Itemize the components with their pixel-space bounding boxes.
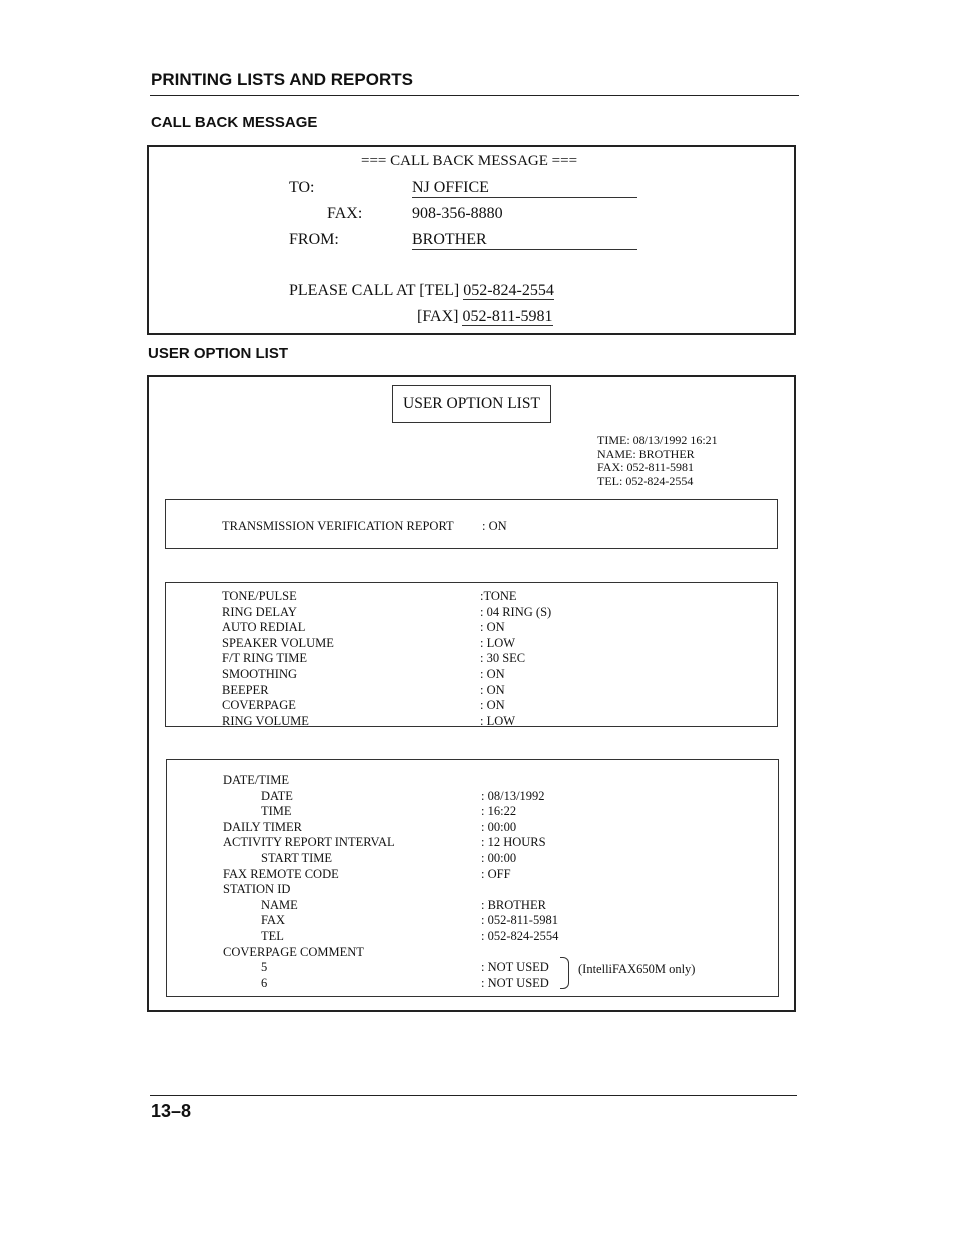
tx-verification-value: : ON: [482, 519, 507, 533]
settings-group-2-rows: [223, 773, 763, 991]
setting-label: RING VOLUME: [222, 713, 309, 728]
user-option-list-box: [147, 375, 796, 1012]
setting-value: :TONE: [480, 589, 517, 603]
call-back-heading: CALL BACK MESSAGE: [151, 114, 318, 131]
setting-row: [223, 929, 763, 945]
setting-row: [223, 789, 763, 805]
setting-value: : BROTHER: [481, 897, 546, 912]
setting-label: RING DELAY: [222, 604, 297, 619]
header-rule: [150, 95, 799, 96]
callback-fax-label: [FAX]: [417, 308, 459, 325]
setting-label: STATION ID: [223, 882, 291, 897]
setting-value: : LOW: [480, 635, 516, 650]
fax-value: 908-356-8880: [412, 205, 503, 222]
setting-value: : 30 SEC: [480, 651, 526, 666]
setting-label: DATE: [261, 788, 293, 803]
callback-fax-line: [417, 308, 553, 326]
user-option-heading: USER OPTION LIST: [148, 345, 289, 362]
setting-label: ACTIVITY REPORT INTERVAL: [223, 835, 395, 850]
settings-group-1: [165, 582, 778, 727]
setting-label: FAX REMOTE CODE: [223, 866, 339, 881]
setting-label: TIME: [261, 804, 292, 819]
info-fax: FAX: 052-811-5981: [597, 460, 694, 474]
settings-group-1-rows: [222, 589, 762, 729]
from-label: FROM:: [289, 231, 339, 248]
setting-value: : 12 HOURS: [481, 835, 546, 850]
fax-label: FAX:: [327, 205, 363, 222]
info-time: TIME: 08/13/1992 16:21: [597, 433, 718, 447]
brace-note: (IntelliFAX650M only): [578, 962, 696, 976]
user-option-title-box: [392, 385, 551, 423]
setting-row: [223, 945, 763, 961]
callback-tel-value: 052-824-2554: [463, 282, 554, 299]
setting-row: [222, 698, 762, 714]
setting-value: : 04 RING (S): [480, 604, 552, 619]
setting-row: [222, 620, 762, 636]
setting-label: SPEAKER VOLUME: [222, 635, 334, 650]
setting-row: [222, 636, 762, 652]
setting-row: [222, 714, 762, 730]
setting-value: : NOT USED: [481, 975, 549, 990]
setting-label: TONE/PULSE: [222, 589, 297, 603]
setting-label: AUTO REDIAL: [222, 620, 306, 635]
user-option-title: USER OPTION LIST: [403, 395, 540, 412]
setting-value: : 00:00: [481, 850, 517, 865]
setting-value: : ON: [480, 698, 505, 713]
setting-label: COVERPAGE: [222, 698, 296, 713]
setting-value: : 052-811-5981: [481, 913, 558, 928]
setting-value: : ON: [480, 682, 505, 697]
to-label: TO:: [289, 179, 315, 196]
setting-value: : LOW: [480, 713, 516, 728]
setting-row: [222, 651, 762, 667]
setting-row: [222, 667, 762, 683]
setting-row: [223, 976, 763, 992]
info-block: [597, 434, 718, 488]
setting-row: [223, 913, 763, 929]
setting-row: [223, 835, 763, 851]
setting-label: NAME: [261, 897, 298, 912]
setting-value: : ON: [480, 666, 505, 681]
please-call-label: PLEASE CALL AT [TEL]: [289, 282, 460, 299]
please-call-line: [289, 282, 554, 300]
setting-label: 5: [261, 960, 268, 975]
info-tel: TEL: 052-824-2554: [597, 473, 694, 488]
settings-group-2: [166, 759, 779, 997]
callback-fax-value: 052-811-5981: [462, 308, 553, 325]
setting-label: 6: [261, 975, 268, 990]
setting-label: COVERPAGE COMMENT: [223, 944, 364, 959]
setting-value: : NOT USED: [481, 960, 549, 975]
page-number: 13–8: [151, 1101, 192, 1121]
to-value: NJ OFFICE: [412, 179, 637, 198]
info-name: NAME: BROTHER: [597, 446, 695, 461]
setting-row: [223, 898, 763, 914]
setting-value: : 00:00: [481, 819, 517, 834]
setting-label: SMOOTHING: [222, 666, 297, 681]
setting-label: TEL: [261, 928, 284, 943]
setting-value: : ON: [480, 620, 505, 635]
brace-icon: [560, 957, 569, 989]
footer-rule: [150, 1095, 797, 1096]
setting-label: FAX: [261, 913, 286, 928]
setting-row: [223, 804, 763, 820]
setting-row: [223, 773, 763, 789]
setting-value: : 16:22: [481, 804, 517, 819]
setting-label: START TIME: [261, 850, 333, 865]
section-title: PRINTING LISTS AND REPORTS: [151, 70, 413, 89]
setting-row: [222, 683, 762, 699]
tx-verification-box: [165, 499, 778, 549]
from-value: BROTHER: [412, 231, 637, 250]
tx-verification-label: TRANSMISSION VERIFICATION REPORT: [222, 519, 454, 533]
call-back-banner: === CALL BACK MESSAGE ===: [361, 153, 578, 169]
setting-label: DATE/TIME: [223, 773, 289, 787]
setting-value: : OFF: [481, 866, 511, 881]
setting-value: : 052-824-2554: [481, 928, 559, 943]
setting-row: [222, 605, 762, 621]
setting-label: DAILY TIMER: [223, 819, 302, 834]
setting-row: [223, 867, 763, 883]
setting-row: [223, 882, 763, 898]
setting-row: [222, 589, 762, 605]
setting-row: [223, 820, 763, 836]
setting-label: BEEPER: [222, 682, 269, 697]
setting-label: F/T RING TIME: [222, 651, 307, 666]
setting-value: : 08/13/1992: [481, 788, 545, 803]
setting-row: [223, 851, 763, 867]
call-back-message-box: [147, 145, 796, 335]
